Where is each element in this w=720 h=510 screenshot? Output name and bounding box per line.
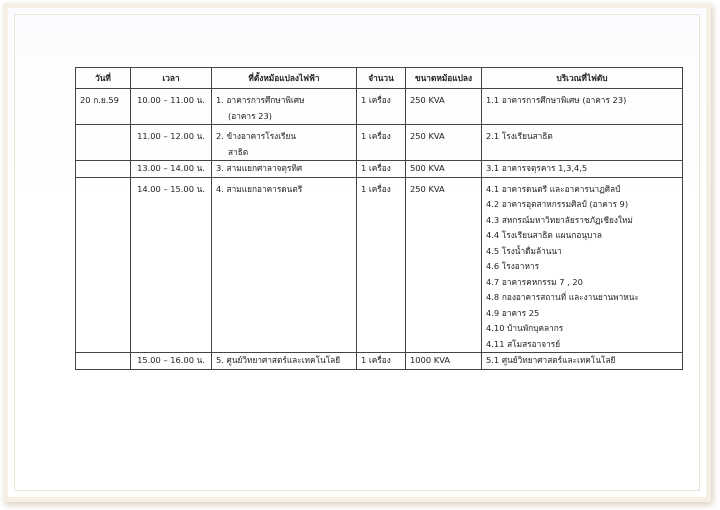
time-cell: 10.00 – 11.00 น. xyxy=(131,89,212,125)
list-item: 4.5 โรงน้ำดื่มล้านนา xyxy=(486,245,562,256)
size-cell: 250 KVA xyxy=(406,177,482,353)
quantity-cell: 1 เครื่อง xyxy=(357,177,406,353)
date-cell xyxy=(76,177,131,353)
list-item: 4.8 กองอาคารสถานที่ และงานยานพาหนะ xyxy=(486,292,639,302)
location-cell: 1. อาคารการศึกษาพิเศษ (อาคาร 23) xyxy=(212,89,357,125)
header-quantity: จำนวน xyxy=(357,68,406,89)
table-row xyxy=(76,89,683,125)
area-cell: 3.1 อาคารจตุรคาร 1,3,4,5 xyxy=(482,161,683,178)
area-cell: 5.1 ศูนย์วิทยาศาสตร์และเทคโนโลยี xyxy=(482,353,683,370)
list-item: 4.4 โรงเรียนสาธิต แผนกอนุบาล xyxy=(486,230,603,240)
header-location: ที่ตั้งหม้อแปลงไฟฟ้า xyxy=(212,68,357,89)
date-cell xyxy=(76,161,131,178)
power-outage-schedule-table xyxy=(75,67,683,370)
header-size: ขนาดหม้อแปลง xyxy=(406,68,482,89)
area-cell xyxy=(482,177,683,353)
quantity-cell: 1 เครื่อง xyxy=(357,353,406,370)
list-item: 4.6 โรงอาหาร xyxy=(486,261,540,271)
area-cell: 1.1 อาคารการศึกษาพิเศษ (อาคาร 23) xyxy=(482,89,683,125)
header-time: เวลา xyxy=(131,68,212,89)
table-row xyxy=(76,125,683,161)
list-item: 4.9 อาคาร 25 xyxy=(486,307,540,318)
table-row xyxy=(76,161,683,178)
list-item: 4.3 สหกรณ์มหาวิทยาลัยราชภัฏเชียงใหม่ xyxy=(486,214,633,225)
header-row xyxy=(76,68,683,89)
time-cell: 15.00 – 16.00 น. xyxy=(131,353,212,370)
quantity-cell: 1 เครื่อง xyxy=(357,161,406,178)
location-cell: 3. สามแยกศาลาจตุรทิศ xyxy=(212,161,357,178)
quantity-cell: 1 เครื่อง xyxy=(357,125,406,161)
time-cell: 13.00 – 14.00 น. xyxy=(131,161,212,178)
location-cell: 5. ศูนย์วิทยาศาสตร์และเทคโนโลยี xyxy=(212,353,357,370)
date-cell xyxy=(76,353,131,370)
quantity-cell: 1 เครื่อง xyxy=(357,89,406,125)
table-row xyxy=(76,353,683,370)
list-item: 4.2 อาคารอุตสาหกรรมศิลป์ (อาคาร 9) xyxy=(486,199,629,209)
date-cell: 20 ก.ย.59 xyxy=(76,89,131,125)
location-cell: 4. สามแยกอาคารดนตรี xyxy=(212,177,357,353)
size-cell: 500 KVA xyxy=(406,161,482,178)
size-cell: 250 KVA xyxy=(406,89,482,125)
header-area: บริเวณที่ไฟดับ xyxy=(482,68,683,89)
list-item: 4.10 บ้านพักบุคลากร xyxy=(486,323,564,333)
list-item: 4.11 สโมสรอาจารย์ xyxy=(486,338,561,349)
time-cell: 11.00 – 12.00 น. xyxy=(131,125,212,161)
location-cell: 2. ข้างอาคารโรงเรียน สาธิต xyxy=(212,125,357,161)
area-cell: 2.1 โรงเรียนสาธิต xyxy=(482,125,683,161)
header-date: วันที่ xyxy=(76,68,131,89)
time-cell: 14.00 – 15.00 น. xyxy=(131,177,212,353)
size-cell: 1000 KVA xyxy=(406,353,482,370)
size-cell: 250 KVA xyxy=(406,125,482,161)
list-item: 4.7 อาคารคหกรรม 7 , 20 xyxy=(486,276,583,287)
table-row xyxy=(76,177,683,353)
date-cell xyxy=(76,125,131,161)
list-item: 4.1 อาคารดนตรี และอาคารนาฏศิลป์ xyxy=(486,183,621,194)
